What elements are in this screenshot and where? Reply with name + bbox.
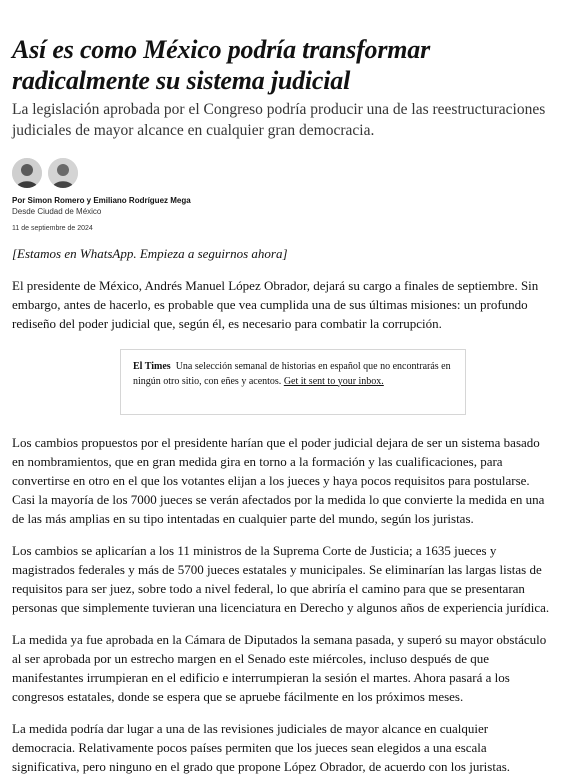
- paragraph-1: El presidente de México, Andrés Manuel López Obrador, dejará su cargo a finales de septiembre. Sin embargo, antes de hacerlo, es probable que vea cumplida una de sus últimas misiones: un profundo rediseño del poder judicial que, según él, es necesario para combatir la corrupción.: [12, 278, 539, 331]
- byline: Por Simon Romero y Emiliano Rodríguez Mega: [12, 196, 191, 205]
- author-avatars: [12, 158, 554, 188]
- article: [0, 34, 566, 776]
- author-avatar-2[interactable]: [48, 158, 78, 188]
- newsletter-text: Una selección semanal de historias en español que no encontrarás en ningún otro sitio, con eñes y acentos.: [133, 361, 451, 387]
- author-avatar-1[interactable]: [12, 158, 42, 188]
- newsletter-box: [120, 349, 466, 415]
- summary: La legislación aprobada por el Congreso podría producir una de las reestructuraciones judiciales de mayor alcance en cualquier gran democracia.: [12, 101, 546, 139]
- paragraph-2: Los cambios propuestos por el presidente harían que el poder judicial dejara de ser un sistema basado en nombramientos, que en gran medida gira en torno a la formación y las cualificaciones, para convertirse en otro en el que los votantes elijan a los jueces y haya pocos requisitos para postularse. Casi la mayoría de los 7000 jueces se verán afectados por la medida lo que convierte la medida en una de las más amplias en su tipo intentadas en cualquier parte del mundo, según los juristas.: [12, 435, 545, 526]
- newsletter-signup-link[interactable]: Get it sent to your inbox.: [283, 375, 384, 387]
- paragraph-3: Los cambios se aplicarían a los 11 ministros de la Suprema Corte de Justicia; a 1635 jueces y magistrados federales y más de 5700 jueces estatales y municipales. Se eliminarían las largas listas de requisitos para ser juez, sobre todo a nivel federal, lo que abriría el camino para que se presentaran personas que simplemente tuvieran una licenciatura en Derecho y algunos años de experiencia jurídica.: [12, 543, 550, 615]
- newsletter-brand: El Times: [133, 361, 171, 372]
- person-icon: [12, 158, 42, 188]
- headline: Así es como México podría transformar radicalmente su sistema judicial: [12, 35, 431, 95]
- whatsapp-promo-link[interactable]: [Estamos en WhatsApp. Empieza a seguirnos ahora]: [12, 246, 288, 261]
- paragraph-5: La medida podría dar lugar a una de las revisiones judiciales de mayor alcance en cualquier democracia. Relativamente pocos países permiten que los jueces sean elegidos a una escala significativa, pero ninguno en el grado que propone López Obrador, de acuerdo con los juristas.: [12, 721, 511, 774]
- paragraph-4: La medida ya fue aprobada en la Cámara de Diputados la semana pasada, y superó su mayor obstáculo al ser aprobada por un estrecho margen en el Senado este miércoles, incluso después de que manifestantes irrumpieran en el edificio e interrumpieran la sesión el martes. Ahora pasará a los congresos estatales, donde se espera que se apruebe fácilmente en los próximos meses.: [12, 632, 547, 704]
- whatsapp-promo: [12, 246, 554, 262]
- person-icon: [48, 158, 78, 188]
- dateline: Desde Ciudad de México: [12, 207, 102, 216]
- publish-date: 11 de septiembre de 2024: [12, 225, 93, 232]
